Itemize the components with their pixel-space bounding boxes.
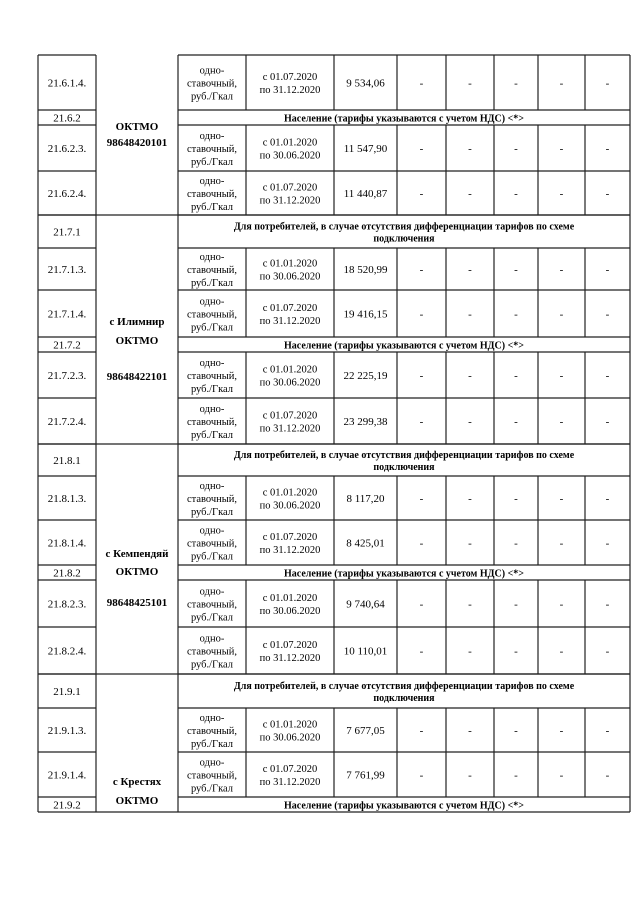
empty-cell-dash: - <box>419 77 424 90</box>
empty-cell-dash: - <box>514 537 518 550</box>
tariff-period: по 30.06.2020 <box>259 500 321 512</box>
empty-cell-dash: - <box>419 416 424 428</box>
row-code: 21.9.1.3. <box>47 725 87 737</box>
empty-cell-dash: - <box>605 264 610 276</box>
tariff-period: с 01.01.2020 <box>262 593 318 604</box>
tariff-type: ставочный, <box>186 144 238 155</box>
tariff-period: по 30.06.2020 <box>259 150 321 162</box>
tariff-type: одно- <box>199 252 225 263</box>
tariff-type: ставочный, <box>186 371 238 382</box>
tariff-period: с 01.01.2020 <box>262 487 318 499</box>
empty-cell-dash: - <box>605 598 610 611</box>
tariff-period: по 31.12.2020 <box>259 423 321 435</box>
empty-cell-dash: - <box>605 370 610 382</box>
tariff-value: 8 117,20 <box>346 493 385 505</box>
empty-cell-dash: - <box>559 370 564 382</box>
empty-cell-dash: - <box>605 645 610 658</box>
row-code: 21.8.1.4. <box>47 537 87 550</box>
section-header-no-differentiation: Для потребителей, в случае отсутствия дифференциации тарифов по схеме <box>233 450 575 461</box>
section-header-no-differentiation: Для потребителей, в случае отсутствия дифференциации тарифов по схеме <box>233 221 575 233</box>
empty-cell-dash: - <box>514 77 518 90</box>
tariff-type: руб./Гкал <box>190 659 234 671</box>
section-header-population: Население (тарифы указываются с учетом НДС) <*> <box>284 800 524 812</box>
tariff-type: одно- <box>199 525 225 537</box>
empty-cell-dash: - <box>468 537 472 550</box>
empty-cell-dash: - <box>514 416 518 428</box>
tariff-type: ставочный, <box>186 78 238 90</box>
tariff-type: одно- <box>199 404 225 415</box>
tariff-type: одно- <box>199 481 225 492</box>
row-code: 21.8.1.3. <box>47 493 87 505</box>
tariff-type: руб./Гкал <box>190 157 234 168</box>
tariff-type: одно- <box>199 296 225 308</box>
tariff-period: с 01.01.2020 <box>262 719 318 731</box>
tariff-value: 9 740,64 <box>346 598 385 611</box>
location-label: ОКТМО <box>115 335 159 347</box>
tariff-type: одно- <box>199 65 225 77</box>
empty-cell-dash: - <box>559 725 564 737</box>
location-label: с Илимнир <box>109 316 165 328</box>
empty-cell-dash: - <box>514 188 518 200</box>
empty-cell-dash: - <box>419 493 424 505</box>
empty-cell-dash: - <box>468 493 472 505</box>
tariff-type: ставочный, <box>186 726 238 737</box>
empty-cell-dash: - <box>468 598 472 611</box>
empty-cell-dash: - <box>468 416 472 428</box>
tariff-type: руб./Гкал <box>190 278 234 289</box>
tariff-period: по 30.06.2020 <box>259 377 321 389</box>
empty-cell-dash: - <box>605 416 610 428</box>
tariff-value: 7 677,05 <box>346 725 385 737</box>
tariff-period: с 01.07.2020 <box>262 532 318 543</box>
tariff-period: по 30.06.2020 <box>259 606 321 617</box>
tariff-type: одно- <box>199 713 225 724</box>
row-code: 21.9.1.4. <box>47 769 87 782</box>
tariff-period: с 01.07.2020 <box>262 72 318 83</box>
tariff-period: с 01.01.2020 <box>262 258 318 270</box>
empty-cell-dash: - <box>559 537 564 550</box>
tariff-period: по 30.06.2020 <box>259 732 321 744</box>
empty-cell-dash: - <box>605 308 610 321</box>
tariff-period: по 31.12.2020 <box>259 195 321 207</box>
tariff-type: одно- <box>199 358 225 369</box>
empty-cell-dash: - <box>514 598 518 611</box>
empty-cell-dash: - <box>559 264 564 276</box>
row-code: 21.8.2 <box>53 567 81 580</box>
row-code: 21.7.2 <box>53 339 81 352</box>
section-header-no-differentiation: Для потребителей, в случае отсутствия дифференциации тарифов по схеме <box>233 681 575 692</box>
empty-cell-dash: - <box>419 645 424 658</box>
row-code: 21.7.2.4. <box>47 416 87 428</box>
empty-cell-dash: - <box>605 143 610 155</box>
empty-cell-dash: - <box>559 188 564 200</box>
empty-cell-dash: - <box>559 645 564 658</box>
empty-cell-dash: - <box>559 77 564 90</box>
row-code: 21.7.2.3. <box>47 370 87 382</box>
tariff-type: руб./Гкал <box>190 612 234 624</box>
row-code: 21.6.2 <box>53 112 81 125</box>
empty-cell-dash: - <box>419 370 424 382</box>
row-code: 21.9.2 <box>53 799 81 812</box>
empty-cell-dash: - <box>468 725 472 737</box>
tariff-type: руб./Гкал <box>190 551 234 563</box>
empty-cell-dash: - <box>419 143 424 155</box>
tariff-value: 9 534,06 <box>346 77 385 90</box>
empty-cell-dash: - <box>514 308 518 321</box>
section-header-population: Население (тарифы указываются с учетом НДС) <*> <box>284 568 524 580</box>
row-code: 21.6.2.3. <box>47 143 87 155</box>
location-label: с Крестях <box>112 776 162 788</box>
location-label: 98648425101 <box>106 597 168 609</box>
location-label: 98648420101 <box>106 137 168 149</box>
tariff-period: с 01.07.2020 <box>262 640 318 651</box>
empty-cell-dash: - <box>559 493 564 505</box>
tariff-type: одно- <box>199 131 225 142</box>
tariff-value: 22 225,19 <box>343 370 388 382</box>
empty-cell-dash: - <box>514 264 518 276</box>
tariff-value: 11 440,87 <box>343 188 388 200</box>
row-code: 21.9.1 <box>53 686 81 698</box>
tariff-period: по 30.06.2020 <box>259 271 321 283</box>
tariff-type: ставочный, <box>186 189 238 200</box>
tariff-period: по 31.12.2020 <box>259 777 321 788</box>
tariff-type: ставочный, <box>186 417 238 428</box>
empty-cell-dash: - <box>419 769 424 782</box>
tariff-type: ставочный, <box>186 494 238 505</box>
empty-cell-dash: - <box>514 493 518 505</box>
tariff-type: ставочный, <box>186 599 238 611</box>
location-label: с Кемпендяй <box>105 548 169 560</box>
empty-cell-dash: - <box>468 264 472 276</box>
tariff-value: 8 425,01 <box>346 537 385 550</box>
location-label: ОКТМО <box>115 121 159 133</box>
tariff-type: руб./Гкал <box>190 202 234 213</box>
tariff-type: одно- <box>199 176 225 187</box>
section-header-no-differentiation: подключения <box>373 693 435 704</box>
tariff-period: с 01.01.2020 <box>262 364 318 376</box>
row-code: 21.6.2.4. <box>47 188 87 200</box>
row-code: 21.7.1.3. <box>47 264 87 276</box>
tariff-type: ставочный, <box>186 265 238 276</box>
empty-cell-dash: - <box>419 188 424 200</box>
empty-cell-dash: - <box>559 308 564 321</box>
tariff-period: по 31.12.2020 <box>259 85 321 96</box>
tariff-type: ставочный, <box>186 309 238 321</box>
section-header-population: Население (тарифы указываются с учетом НДС) <*> <box>284 340 524 352</box>
tariff-type: руб./Гкал <box>190 430 234 441</box>
row-code: 21.8.2.4. <box>47 645 87 658</box>
empty-cell-dash: - <box>559 143 564 155</box>
empty-cell-dash: - <box>468 308 472 321</box>
tariff-value: 11 547,90 <box>343 143 388 155</box>
empty-cell-dash: - <box>514 143 518 155</box>
empty-cell-dash: - <box>468 769 472 782</box>
row-code: 21.8.2.3. <box>47 598 87 611</box>
tariff-type: руб./Гкал <box>190 507 234 518</box>
empty-cell-dash: - <box>605 725 610 737</box>
empty-cell-dash: - <box>559 416 564 428</box>
tariff-type: руб./Гкал <box>190 322 234 334</box>
tariff-type: руб./Гкал <box>190 384 234 395</box>
tariff-value: 7 761,99 <box>346 769 385 782</box>
empty-cell-dash: - <box>605 77 610 90</box>
tariff-value: 19 416,15 <box>343 308 388 321</box>
empty-cell-dash: - <box>419 598 424 611</box>
empty-cell-dash: - <box>419 725 424 737</box>
tariff-value: 18 520,99 <box>343 264 388 276</box>
location-label: 98648422101 <box>106 371 168 383</box>
empty-cell-dash: - <box>468 77 472 90</box>
tariff-type: одно- <box>199 633 225 645</box>
empty-cell-dash: - <box>559 769 564 782</box>
empty-cell-dash: - <box>419 264 424 276</box>
empty-cell-dash: - <box>514 370 518 382</box>
tariff-period: с 01.07.2020 <box>262 764 318 775</box>
location-label: ОКТМО <box>115 795 159 807</box>
tariff-type: руб./Гкал <box>190 739 234 750</box>
tariff-period: по 31.12.2020 <box>259 316 321 327</box>
section-header-no-differentiation: подключения <box>373 233 435 245</box>
tariff-period: по 31.12.2020 <box>259 545 321 556</box>
empty-cell-dash: - <box>514 645 518 658</box>
empty-cell-dash: - <box>419 308 424 321</box>
empty-cell-dash: - <box>468 645 472 658</box>
tariff-value: 23 299,38 <box>343 416 388 428</box>
tariff-type: ставочный, <box>186 770 238 782</box>
empty-cell-dash: - <box>468 143 472 155</box>
tariff-type: ставочный, <box>186 646 238 658</box>
tariff-type: руб./Гкал <box>190 91 234 103</box>
tariff-period: с 01.07.2020 <box>262 410 318 422</box>
empty-cell-dash: - <box>514 769 518 782</box>
empty-cell-dash: - <box>559 598 564 611</box>
empty-cell-dash: - <box>605 537 610 550</box>
empty-cell-dash: - <box>419 537 424 550</box>
tariff-value: 10 110,01 <box>343 645 388 658</box>
empty-cell-dash: - <box>468 188 472 200</box>
tariff-period: с 01.01.2020 <box>262 137 318 149</box>
tariff-type: ставочный, <box>186 538 238 550</box>
tariff-type: одно- <box>199 757 225 769</box>
empty-cell-dash: - <box>514 725 518 737</box>
row-code: 21.8.1 <box>53 455 81 467</box>
tariff-period: с 01.07.2020 <box>262 303 318 314</box>
row-code: 21.7.1.4. <box>47 308 87 321</box>
tariff-period: с 01.07.2020 <box>262 182 318 194</box>
section-header-population: Население (тарифы указываются с учетом НДС) <*> <box>284 113 524 125</box>
tariff-type: руб./Гкал <box>190 783 234 795</box>
row-code: 21.7.1 <box>53 226 81 239</box>
empty-cell-dash: - <box>605 188 610 200</box>
section-header-no-differentiation: подключения <box>373 462 435 473</box>
empty-cell-dash: - <box>468 370 472 382</box>
tariff-period: по 31.12.2020 <box>259 653 321 664</box>
row-code: 21.6.1.4. <box>47 77 87 90</box>
empty-cell-dash: - <box>605 493 610 505</box>
tariff-type: одно- <box>199 586 225 598</box>
location-label: ОКТМО <box>115 566 159 578</box>
empty-cell-dash: - <box>605 769 610 782</box>
